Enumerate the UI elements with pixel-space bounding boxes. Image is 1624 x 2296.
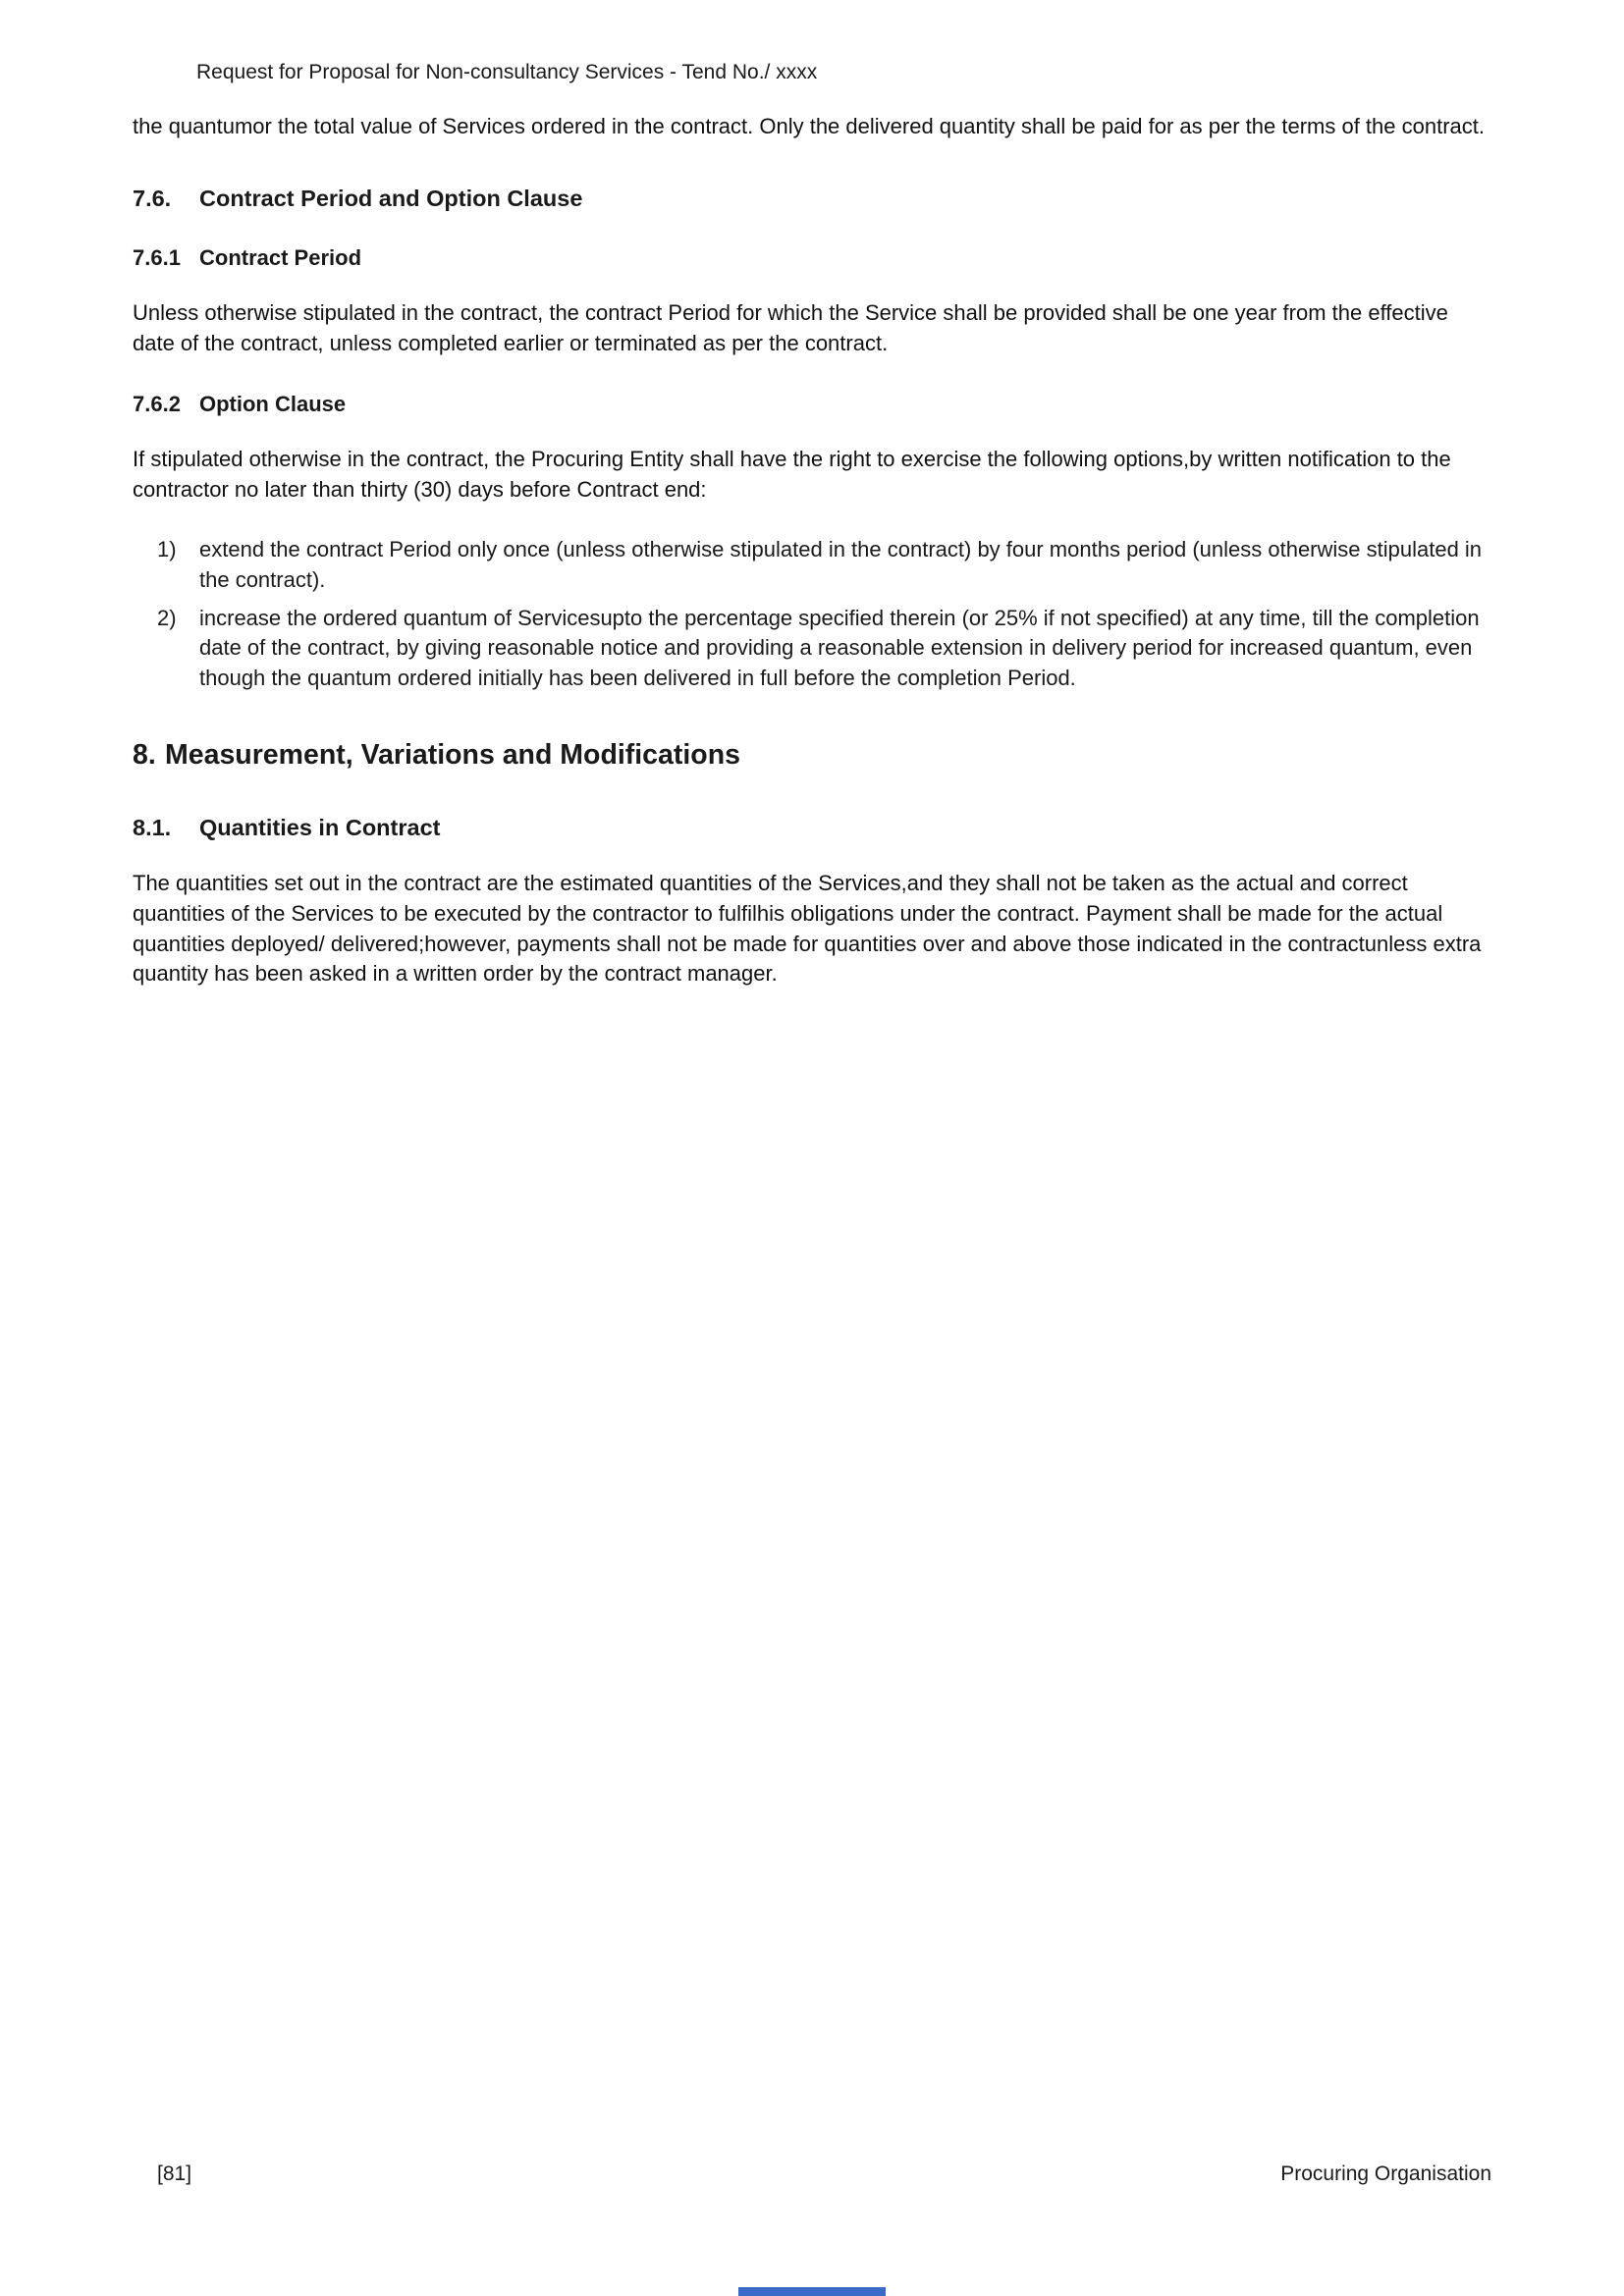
intro-paragraph: the quantumor the total value of Services ordered in the contract. Only the delivered quantity shall be paid for as per the terms of the contract. <box>133 114 1485 138</box>
list-item-marker: 2) <box>157 605 177 630</box>
section-heading-7-6-1 <box>133 245 1491 271</box>
document-header: Request for Proposal for Non-consultancy Services - Tend No./ xxxx <box>196 61 818 83</box>
list-item-text: increase the ordered quantum of Servicesupto the percentage specified therein (or 25% if not specified) at any time, till the completion date of the contract, by giving reasonable notice and providing a reasonable extension in delivery period for increased quantum, even though the quantum ordered initially has been delivered in full before the completion Period. <box>199 605 1480 691</box>
section-heading-7-6-2 <box>133 392 1491 417</box>
section-title: Contract Period and Option Clause <box>199 185 583 211</box>
section-title: Contract Period <box>199 244 362 270</box>
list-item-text: extend the contract Period only once (unless otherwise stipulated in the contract) by four months period (unless otherwise stipulated in the contract). <box>199 536 1483 592</box>
list-item-marker: 1) <box>157 536 177 561</box>
footer-organisation: Procuring Organisation <box>1280 2163 1491 2185</box>
paragraph-7-6-2: If stipulated otherwise in the contract, the Procuring Entity shall have the right to exercise the following options,by written notification to the contractor no later than thirty (30) days before Contract end: <box>133 447 1451 503</box>
document-footer <box>133 2163 1491 2186</box>
section-title: Option Clause <box>199 392 347 417</box>
paragraph-8-1: The quantities set out in the contract are the estimated quantities of the Services,and they shall not be taken as the actual and correct quantities of the Services to be executed by the contractor to fulfilhis obligations under the contract. Payment shall be made for the actual quantities deployed/ delivered;however, payments shall not be made for quantities over and above those indicated in the contractunless extra quantity has been asked in a written order by the contract manager. <box>133 870 1482 987</box>
paragraph-7-6-1: Unless otherwise stipulated in the contract, the contract Period for which the Service shall be provided shall be one year from the effective date of the contract, unless completed earlier or terminated as per the contract. <box>133 299 1448 355</box>
list-item <box>133 604 1491 694</box>
section-number: 8.1. <box>133 814 172 840</box>
section-number: 7.6. <box>133 185 172 211</box>
section-number: 8. <box>133 738 156 771</box>
section-title: Measurement, Variations and Modifications <box>165 738 740 771</box>
section-number: 7.6.1 <box>133 244 181 270</box>
list-item <box>133 535 1491 596</box>
bottom-bar-indicator <box>738 2287 886 2296</box>
section-number: 7.6.2 <box>133 392 181 417</box>
options-list <box>133 535 1491 694</box>
page-number: [81] <box>157 2163 192 2185</box>
section-heading-8-1 <box>133 815 1491 841</box>
section-heading-7-6 <box>133 186 1491 212</box>
section-heading-8 <box>133 739 1491 772</box>
section-title: Quantities in Contract <box>199 814 441 840</box>
